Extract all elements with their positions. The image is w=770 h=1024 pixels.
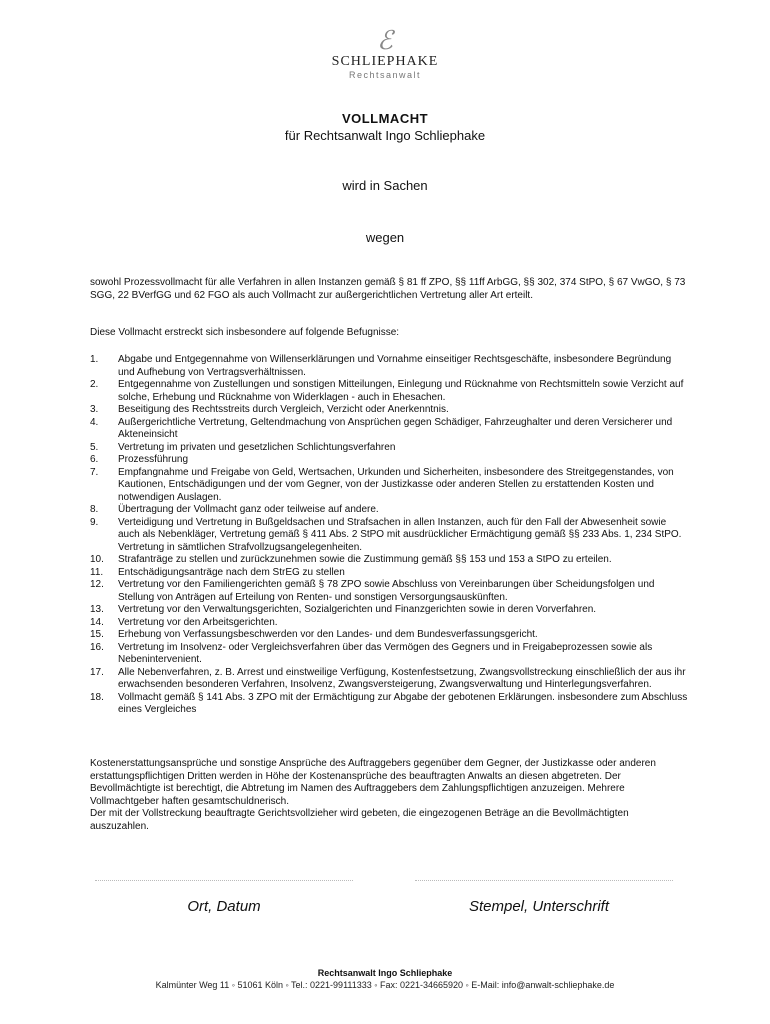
list-item-number: 13. [90,604,104,615]
list-item-number: 15. [90,629,104,640]
list-item-text: Vertretung im Insolvenz- oder Vergleichsverfahren über das Vermögen des Gegners und in Freigabeprozessen sowie als Nebenintervenient. [118,641,653,665]
list-item-number: 12. [90,579,104,590]
list-item [90,404,690,417]
list-item [90,579,690,604]
list-item [90,517,690,555]
list-item [90,567,690,580]
signature-line [415,880,673,881]
footer-contact: Kalmünter Weg 11 ◦ 51061 Köln ◦ Tel.: 0221-99111333 ◦ Fax: 0221-34665920 ◦ E-Mail: info@anwalt-schliephake.de [155,980,615,990]
list-item-text: Übertragung der Vollmacht ganz oder teilweise auf andere. [118,504,379,515]
list-item [90,467,690,505]
list-item-text: Strafanträge zu stellen und zurückzunehmen sowie die Zustimmung gemäß §§ 153 und 153 a StPO zu erteilen. [118,554,612,565]
list-item-number: 18. [90,691,104,703]
list-item-text: Vertretung vor den Verwaltungsgerichten, Sozialgerichten und Finanzgerichten sowie in deren Vorverfahren. [118,604,597,615]
list-item-number: 17. [90,666,104,678]
list-item-number: 16. [90,641,104,653]
in-sachen-label: wird in Sachen [342,178,428,193]
firm-logo [0,28,770,81]
firm-subtitle: Rechtsanwalt [348,70,422,80]
list-item-text: Entschädigungsanträge nach dem StrEG zu stellen [118,566,345,578]
list-item-text: Verteidigung und Vertretung in Bußgeldsachen und Strafsachen in allen Instanzen, auch für den Fall der Abwesenheit sowie auch als Nebenkläger, Vertretung gemäß § 411 Abs. 2 StPO mit ausdrücklicher Ermächtigung gemäß §§ 233 Abs. 1, 234 StPO. Vertretung in sämtlichen Strafvollzugsangelegenheiten. [118,516,682,553]
closing-text-2: Der mit der Vollstreckung beauftragte Gerichtsvollzieher wird gebeten, die eingezogenen Beträge an die Bevollmächtigten auszuzahlen. [90,808,629,832]
list-item-text: Entgegennahme von Zustellungen und sonstigen Mitteilungen, Einlegung und Rücknahme von Rechtsmitteln sowie Verzicht auf solche, Erhebung und Rücknahme von Widerklagen - auch in Ehesachen. [118,379,684,403]
list-item [90,692,690,717]
list-item-text: Vertretung vor den Arbeitsgerichten. [118,616,278,628]
list-item-text: Außergerichtliche Vertretung, Geltendmachung von Ansprüchen gegen Schädiger, Fahrzeughalter und deren Versicherer und Akteneinsicht [118,416,673,440]
list-item-text: Prozessführung [118,454,189,465]
logo-monogram-icon: ℰ [377,26,393,56]
list-item-number: 2. [90,379,99,390]
list-item-text: Abgabe und Entgegennahme von Willenserklärungen und Vornahme einseitiger Rechtsgeschäfte, insbesondere Begründung und Aufhebung von Vertragsverhältnissen. [118,354,672,378]
list-item-number: 14. [90,616,104,628]
firm-name: SCHLIEPHAKE [331,54,439,69]
list-item-number: 3. [90,404,99,415]
list-item [90,354,690,379]
list-item-text: Erhebung von Verfassungsbeschwerden vor den Landes- und dem Bundesverfassungsgericht. [118,629,538,640]
list-item [90,554,690,567]
intro-paragraph: sowohl Prozessvollmacht für alle Verfahren in allen Instanzen gemäß § 81 ff ZPO, §§ 11ff ArbGG, §§ 302, 374 StPO, § 67 VwGO, § 73 SGG, 22 BVerfGG und 62 FGO als auch Vollmacht zur außergerichtlichen Vertretung aller Art erteilt. [90,277,686,301]
authority-list [90,354,690,717]
list-item [90,667,690,692]
place-date-label: Ort, Datum [187,898,261,915]
wegen-label: wegen [365,230,405,245]
closing-text: Kostenerstattungsansprüche und sonstige Ansprüche des Auftraggebers gegenüber dem Gegner, der Justizkasse oder anderen erstattungspflichtigen Dritten werden in Höhe der Kostenansprüche des beauftragten Anwalts an diesen abgetreten. Der Bevollmächtigte ist berechtigt, die Abtretung im Namen des Auftraggebers dem Zahlungspflichtigen anzuzeigen. Mehrere Vollmachtgeber haften gesamtschuldnerisch. [90,758,656,807]
list-item [90,504,690,517]
list-item [90,417,690,442]
list-item-number: 8. [90,504,99,515]
lead-paragraph: Diese Vollmacht erstreckt sich insbesondere auf folgende Befugnisse: [90,327,400,338]
list-item-number: 10. [90,554,104,565]
list-item-text: Vollmacht gemäß § 141 Abs. 3 ZPO mit der Ermächtigung zur Abgabe der gebotenen Erklärungen. insbesondere zum Abschluss eines Vergleiches [118,691,688,715]
document-title: VOLLMACHT [341,111,429,126]
closing-paragraph [90,758,690,833]
list-item [90,379,690,404]
document-subtitle: für Rechtsanwalt Ingo Schliephake [284,128,486,143]
list-item-text: Beseitigung des Rechtsstreits durch Vergleich, Verzicht oder Anerkenntnis. [118,404,449,415]
list-item-number: 11. [90,566,104,578]
footer-firm-name: Rechtsanwalt Ingo Schliephake [317,968,453,978]
list-item-number: 1. [90,354,99,365]
place-date-line [95,880,353,881]
list-item-number: 9. [90,516,99,528]
list-item-number: 7. [90,466,99,478]
list-item [90,442,690,455]
list-item [90,604,690,617]
list-item [90,642,690,667]
list-item-text: Empfangnahme und Freigabe von Geld, Wertsachen, Urkunden und Sicherheiten, insbesondere des Streitgegenstandes, von Kautionen, Entschädigungen und der vom Gegner, von der Justizkasse oder anderen Stellen zu erstattenden Kosten und notwendigen Auslagen. [118,466,674,503]
list-item-text: Vertretung vor den Familiengerichten gemäß § 78 ZPO sowie Abschluss von Vereinbarungen über Scheidungsfolgen und Stellung von Anträgen auf Erteilung von Renten- und sonstigen Versorgungsauskünften. [118,579,655,603]
list-item [90,629,690,642]
list-item [90,617,690,630]
list-item [90,454,690,467]
list-item-text: Alle Nebenverfahren, z. B. Arrest und einstweilige Verfügung, Kostenfestsetzung, Zwangsvollstreckung einschließlich der aus ihr erwachsenden besonderen Verfahren, Insolvenz, Zwangsversteigerung, Zwangsverwaltung und Hinterlegungsverfahren. [118,666,686,690]
list-item-number: 6. [90,454,99,465]
list-item-number: 5. [90,441,99,453]
list-item-number: 4. [90,416,99,428]
list-item-text: Vertretung im privaten und gesetzlichen Schlichtungsverfahren [118,441,396,453]
signature-label: Stempel, Unterschrift [468,898,610,915]
